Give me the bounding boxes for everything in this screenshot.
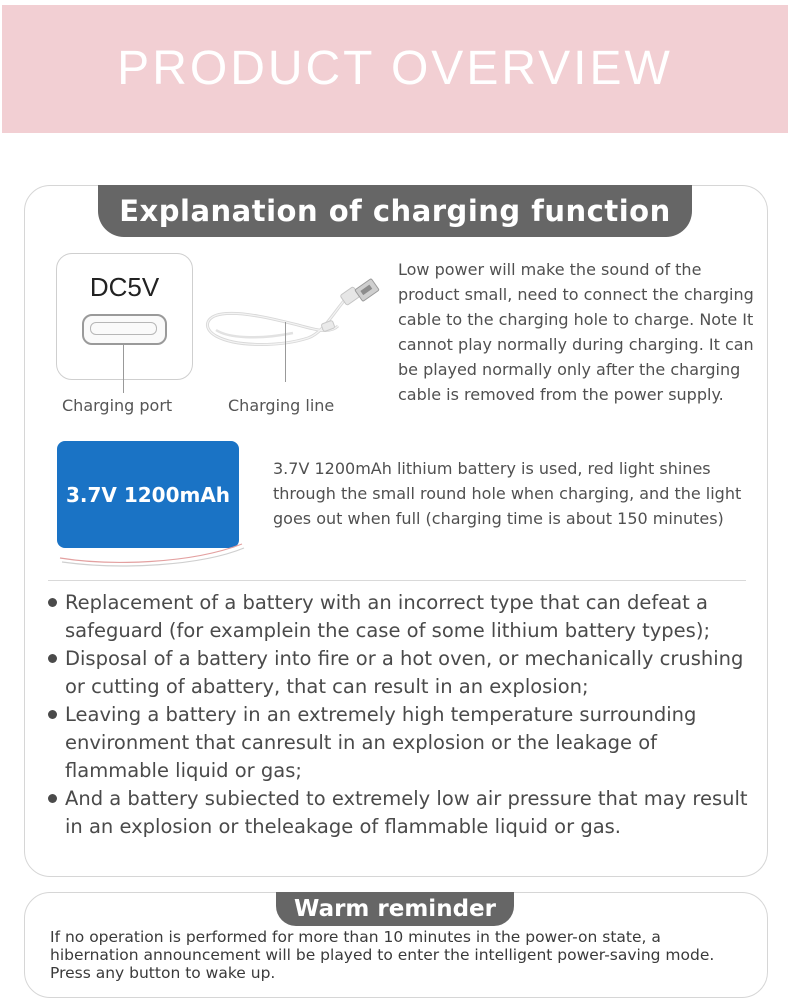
section-divider (48, 580, 746, 581)
bullet-dot-icon (48, 598, 57, 607)
charging-cable-icon (198, 278, 388, 358)
list-item: And a battery subiected to extremely low air pressure that may result in an explosion or theleakage of flammable liquid or gas. (46, 785, 756, 841)
bullet-dot-icon (48, 794, 57, 803)
battery-description: 3.7V 1200mAh lithium battery is used, red light shines through the small round hole when charging, and the light goes out when full (charging time is about 150 minutes) (273, 459, 742, 528)
charging-heading: Explanation of charging function (98, 185, 692, 237)
reminder-heading: Warm reminder (276, 892, 514, 926)
port-leader-line (123, 345, 124, 393)
battery-image (57, 441, 239, 548)
charging-line-caption: Charging line (228, 396, 335, 415)
reminder-text: If no operation is performed for more than 10 minutes in the power-on state, a hibernation announcement will be played to enter the intelligent power-saving mode. Press any button to wake up. (50, 928, 715, 982)
port-label: DC5V (89, 272, 160, 302)
list-item: Leaving a battery in an extremely high temperature surrounding environment that canresult in an explosion or the leakage of flammable liquid or gas; (46, 701, 756, 785)
title-banner (2, 5, 788, 133)
page-title: PRODUCT OVERVIEW (117, 41, 673, 95)
battery-label: 3.7V 1200mAh (65, 482, 231, 507)
cable-leader-line (285, 322, 286, 382)
battery-wires-icon (50, 540, 250, 570)
warning-list (46, 589, 756, 841)
charging-port-image (56, 253, 193, 380)
charging-description: Low power will make the sound of the product small, need to connect the charging cable to the charging hole to charge. Note It cannot play normally during charging. It can be played normally only after the charging cable is removed from the power supply. (398, 260, 754, 404)
list-item: Disposal of a battery into fire or a hot oven, or mechanically crushing or cutting of abattery, that can result in an explosion; (46, 645, 756, 701)
bullet-dot-icon (48, 654, 57, 663)
usb-port-icon (82, 314, 167, 345)
charging-port-caption: Charging port (62, 396, 173, 415)
bullet-dot-icon (48, 710, 57, 719)
list-item: Replacement of a battery with an incorrect type that can defeat a safeguard (for examplein the case of some lithium battery types); (46, 589, 756, 645)
